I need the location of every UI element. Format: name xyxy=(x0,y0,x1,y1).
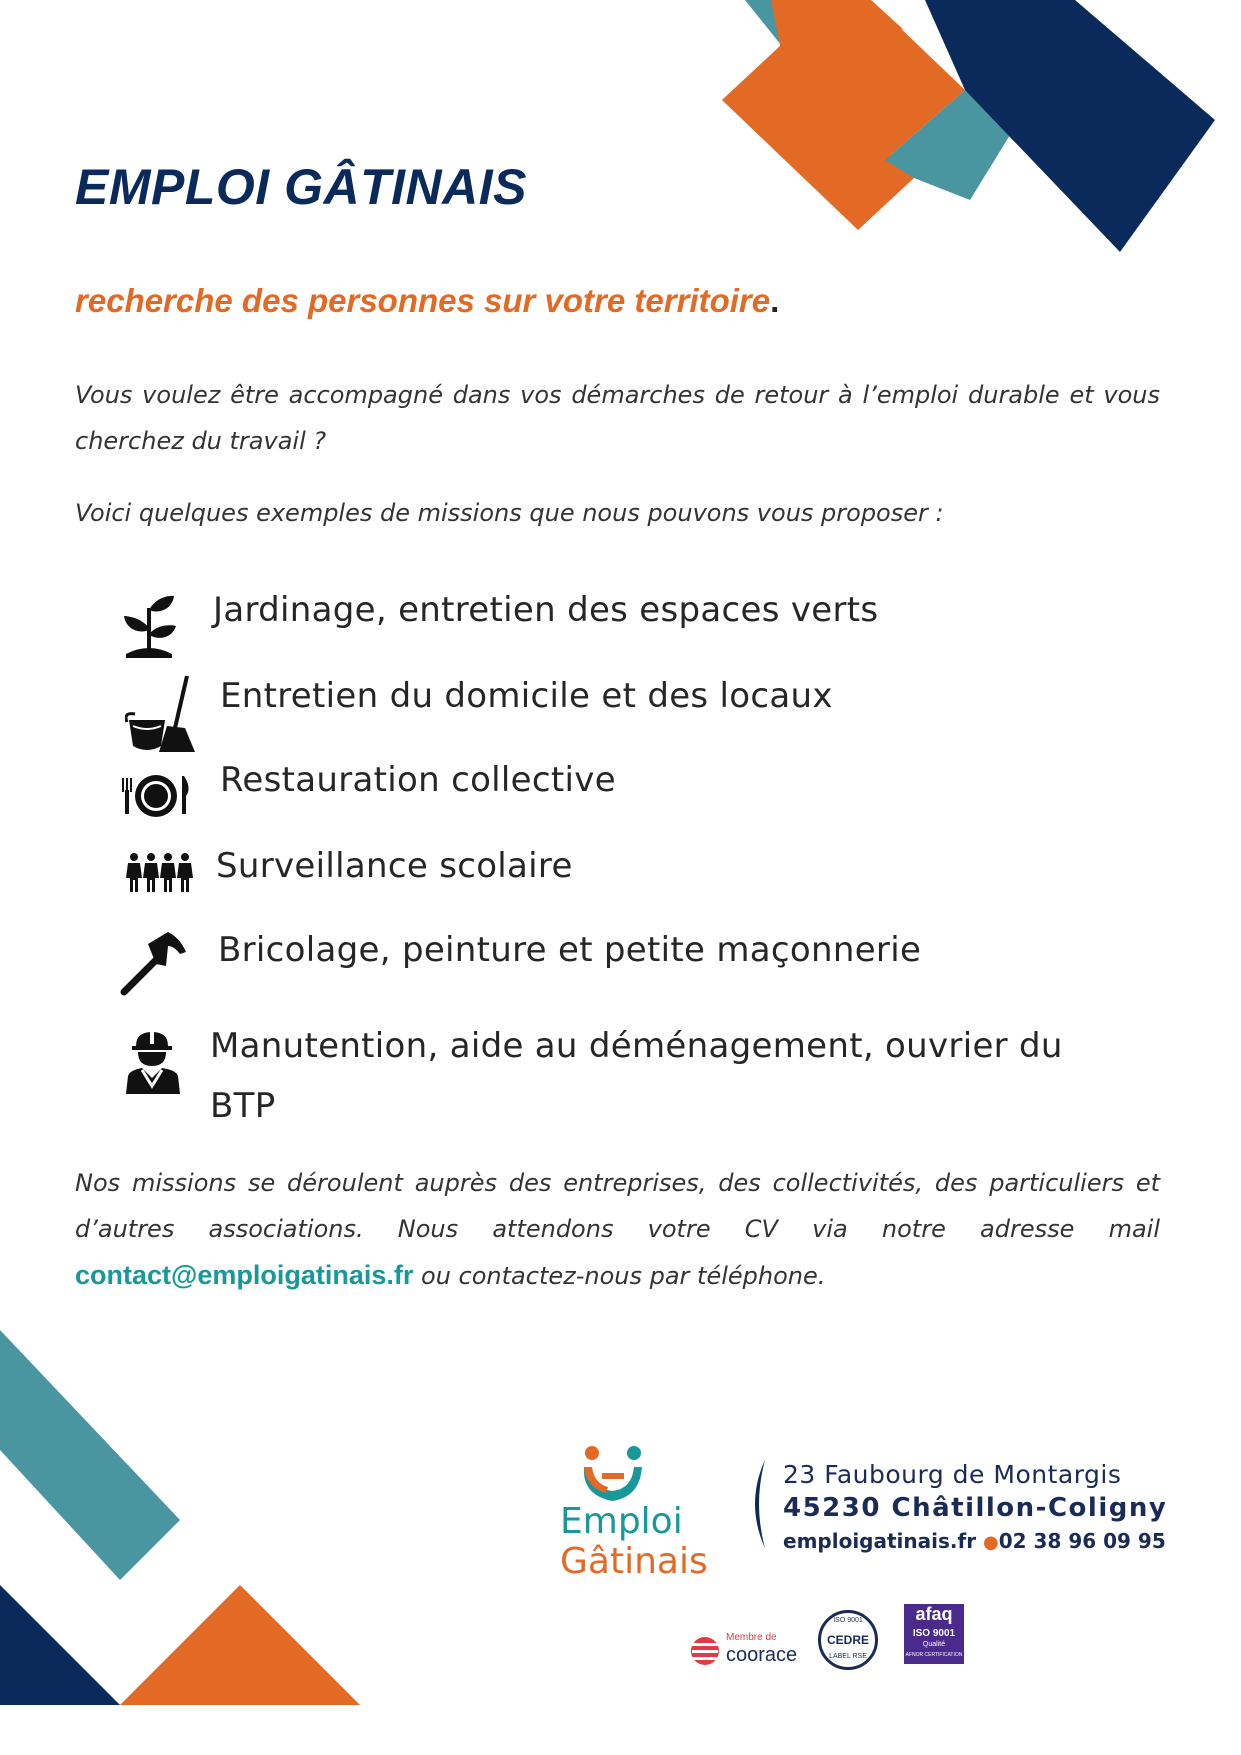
address-line2: 45230 Châtillon-Coligny xyxy=(783,1493,1168,1523)
subtitle-punctuation: . xyxy=(770,282,780,319)
cedre-badge xyxy=(818,1610,878,1670)
page-title: EMPLOI GÂTINAIS xyxy=(75,159,527,215)
emploi-gatinais-logo xyxy=(556,1443,726,1583)
mission-label: Manutention, aide au déménagement, ouvrier du BTP xyxy=(210,1026,1063,1126)
mission-label: Restauration collective xyxy=(220,760,616,800)
plate-cutlery-icon xyxy=(120,770,192,820)
contact-line xyxy=(783,1529,1167,1553)
bullet-dot-icon: ● xyxy=(983,1532,999,1553)
decorative-diamonds-top xyxy=(720,0,1241,260)
construction-worker-icon xyxy=(122,1030,184,1096)
coorace-badge xyxy=(690,1630,810,1670)
afaq-badge xyxy=(904,1604,964,1664)
intro-question: Vous voulez être accompagné dans vos démarches de retour à l’emploi durable et vous cherchez du travail ? xyxy=(75,381,1160,455)
logo-text-line1: Emploi xyxy=(560,1501,683,1542)
logo-text-line2: Gâtinais xyxy=(560,1541,708,1582)
email-link[interactable]: contact@emploigatinais.fr xyxy=(75,1260,414,1290)
closing-text-end: ou contactez-nous par téléphone. xyxy=(413,1262,826,1290)
coorace-logo-icon xyxy=(690,1634,720,1668)
closing-paragraph xyxy=(75,1160,1160,1299)
mission-label: Jardinage, entretien des espaces verts xyxy=(213,590,879,630)
afaq-cert-text: AFNOR CERTIFICATION xyxy=(905,1652,963,1658)
afaq-text: afaq xyxy=(915,1604,953,1624)
children-group-icon xyxy=(126,852,194,894)
mission-label: Surveillance scolaire xyxy=(216,846,573,886)
footer-bracket xyxy=(745,1458,767,1550)
website-link[interactable]: emploigatinais.fr xyxy=(783,1529,977,1553)
intro-examples: Voici quelques exemples de missions que nous pouvons vous proposer : xyxy=(75,499,944,527)
coorace-small-text: Membre de xyxy=(726,1632,777,1643)
coorace-text: coorace xyxy=(726,1644,798,1666)
plant-icon xyxy=(118,590,180,662)
cedre-bottom-text: LABEL RSE xyxy=(829,1653,867,1660)
bucket-broom-icon xyxy=(125,676,197,754)
closing-text: Nos missions se déroulent auprès des entreprises, des collectivités, des particuliers et d’autres associations. Nous attendons votre CV via notre adresse mail xyxy=(75,1169,1160,1243)
footer-address xyxy=(783,1460,1167,1553)
afaq-iso-text: ISO 9001 xyxy=(912,1628,956,1639)
mission-label: Entretien du domicile et des locaux xyxy=(220,676,833,716)
afaq-sub-text: Qualité xyxy=(922,1641,946,1648)
address-line1: 23 Faubourg de Montargis xyxy=(783,1460,1122,1489)
cedre-top-text: ISO 9001 xyxy=(833,1617,863,1624)
logo-mark-icon xyxy=(578,1443,648,1507)
cedre-text: CEDRE xyxy=(826,1633,869,1647)
mission-label: Bricolage, peinture et petite maçonnerie xyxy=(218,930,922,970)
decorative-shapes-bottom xyxy=(0,1330,380,1755)
subtitle-text: recherche des personnes sur votre territoire xyxy=(75,282,771,319)
hammer-icon xyxy=(118,930,188,998)
phone-number: 02 38 96 09 95 xyxy=(998,1529,1166,1553)
subtitle xyxy=(75,282,779,320)
